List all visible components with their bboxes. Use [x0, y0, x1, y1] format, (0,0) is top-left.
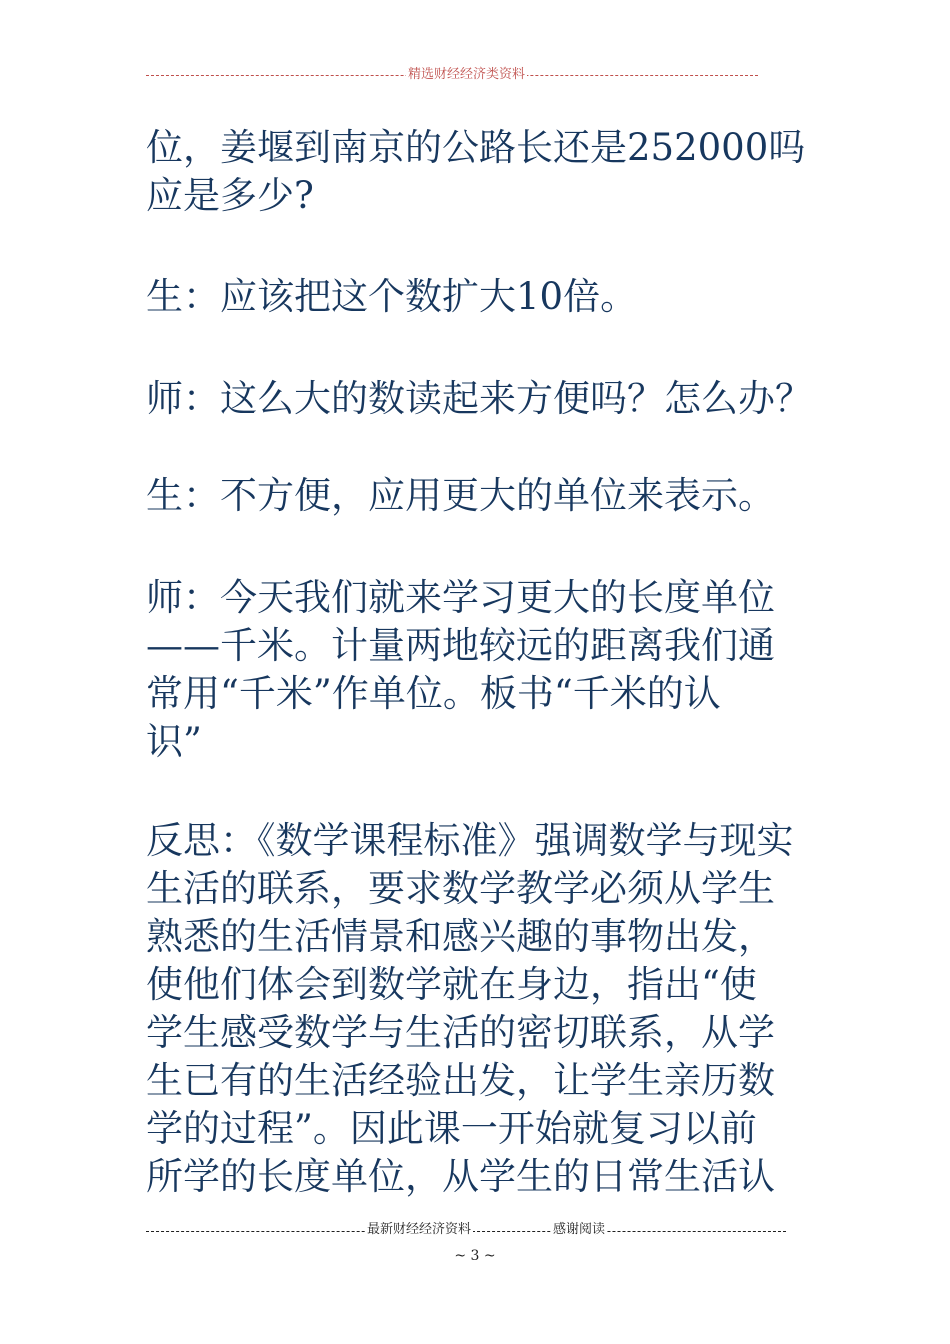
page-number: ~ 3 ~	[454, 1248, 496, 1264]
paragraph-2	[146, 273, 816, 321]
paragraph-line: 识”	[146, 720, 202, 763]
paragraph-1	[146, 124, 816, 220]
paragraph-line: 生：不方便，应用更大的单位来表示。	[146, 474, 775, 517]
paragraph-line: 反思：《数学课程标准》强调数学与现实	[146, 819, 794, 862]
paragraph-line: 熟悉的生活情景和感兴趣的事物出发，	[146, 915, 775, 958]
footer-labels	[365, 1222, 790, 1238]
paragraph-line: 常用“千米”作单位。板书“千米的认	[146, 672, 721, 715]
paragraph-line: 使他们体会到数学就在身边，指出“使	[146, 963, 757, 1006]
paragraph-line: 师：这么大的数读起来方便吗？怎么办？	[146, 377, 812, 420]
paragraph-line: ——千米。计量两地较远的距离我们通	[146, 624, 775, 667]
paragraph-6	[146, 817, 816, 1201]
paragraph-5	[146, 574, 816, 766]
paragraph-line: 学生感受数学与生活的密切联系，从学	[146, 1011, 775, 1054]
paragraph-4	[146, 472, 816, 520]
paragraph-line: 生已有的生活经验出发，让学生亲历数	[146, 1059, 775, 1102]
footer-left-label: 最新财经经济资料	[367, 1222, 472, 1237]
paragraph-3	[146, 375, 816, 423]
paragraph-line: 学的过程”。因此课一开始就复习以前	[146, 1107, 757, 1150]
header-label: 精选财经经济类资料	[408, 67, 526, 82]
paragraph-line: 生活的联系，要求数学教学必须从学生	[146, 867, 775, 910]
paragraph-line: 应是多少?	[146, 174, 314, 217]
paragraph-line: 所学的长度单位，从学生的日常生活认	[146, 1155, 775, 1198]
paragraph-line: 位，姜堰到南京的公路长还是252000吗	[146, 126, 806, 169]
footer-right-label: 感谢阅读	[553, 1222, 606, 1237]
paragraph-line: 师：今天我们就来学习更大的长度单位	[146, 576, 775, 619]
paragraph-line: 生：应该把这个数扩大10倍。	[146, 275, 638, 318]
